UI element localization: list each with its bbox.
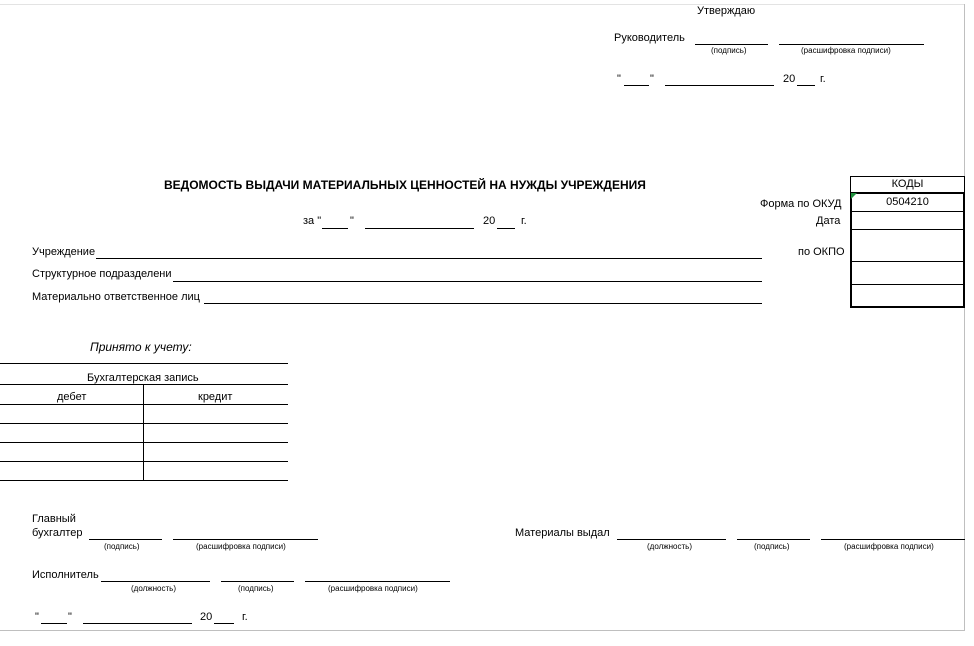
bottom-year-prefix: 20	[200, 611, 213, 623]
department-line	[173, 281, 762, 282]
bottom-day-line	[41, 623, 67, 624]
top-border	[0, 4, 965, 5]
accounting-top-line	[0, 363, 288, 364]
head-signature-line	[695, 44, 768, 45]
issued-position-hint: (должность)	[647, 542, 692, 551]
issued-decoding-hint: (расшифровка подписи)	[844, 542, 934, 551]
issued-position-line	[617, 539, 726, 540]
accounting-row-line-2	[0, 442, 288, 443]
responsible-label: Материально ответственное лиц	[32, 291, 200, 303]
head-decoding-hint: (расшифровка подписи)	[801, 46, 891, 55]
codes-date-cell	[852, 212, 963, 230]
bottom-quote-open: "	[35, 611, 39, 623]
approval-quote-close: "	[650, 73, 654, 85]
cell-comment-marker	[851, 193, 857, 199]
accepted-label: Принято к учету:	[90, 340, 192, 354]
chief-signature-hint: (подпись)	[104, 542, 140, 551]
approval-year-suffix: г.	[820, 73, 826, 85]
accounting-header-line	[0, 404, 288, 405]
issued-signature-hint: (подпись)	[754, 542, 790, 551]
accounting-entry-line	[0, 384, 288, 385]
accounting-column-divider	[143, 385, 144, 480]
approval-year-prefix: 20	[783, 73, 796, 85]
bottom-month-line	[83, 623, 192, 624]
codes-okpo-cell	[852, 230, 963, 262]
period-year-suffix: г.	[521, 215, 527, 227]
document-title: ВЕДОМОСТЬ ВЫДАЧИ МАТЕРИАЛЬНЫХ ЦЕННОСТЕЙ НА НУЖДЫ УЧРЕЖДЕНИЯ	[164, 178, 646, 192]
responsible-line	[204, 303, 762, 304]
executor-decoding-line	[305, 581, 450, 582]
head-decoding-line	[779, 44, 924, 45]
approval-year-line	[797, 85, 815, 86]
accounting-entry-label: Бухгалтерская запись	[87, 372, 199, 384]
form-okud-label: Форма по ОКУД	[760, 198, 842, 210]
chief-accountant-line2: бухгалтер	[32, 527, 83, 539]
period-year-line	[497, 228, 515, 229]
chief-decoding-hint: (расшифровка подписи)	[196, 542, 286, 551]
executor-decoding-hint: (расшифровка подписи)	[328, 584, 418, 593]
okpo-label: по ОКПО	[798, 246, 845, 258]
approval-day-line	[624, 85, 649, 86]
department-label: Структурное подразделени	[32, 268, 172, 280]
debit-label: дебет	[57, 391, 87, 403]
bottom-quote-close: "	[68, 611, 72, 623]
bottom-year-line	[214, 623, 234, 624]
issued-signature-line	[737, 539, 810, 540]
right-border	[964, 4, 965, 630]
approval-quote-open: "	[617, 73, 621, 85]
accounting-bottom-line	[0, 480, 288, 481]
accounting-row-line-1	[0, 423, 288, 424]
credit-label: кредит	[198, 391, 233, 403]
codes-okud-cell: 0504210	[852, 194, 963, 212]
period-year-prefix: 20	[483, 215, 496, 227]
head-label: Руководитель	[614, 32, 685, 44]
codes-header: КОДЫ	[850, 176, 965, 192]
codes-body	[850, 192, 965, 308]
chief-decoding-line	[173, 539, 318, 540]
period-month-line	[365, 228, 474, 229]
issued-label: Материалы выдал	[515, 527, 610, 539]
executor-signature-line	[221, 581, 294, 582]
executor-position-hint: (должность)	[131, 584, 176, 593]
codes-table	[850, 176, 965, 308]
approve-label: Утверждаю	[697, 5, 756, 17]
institution-label: Учреждение	[32, 246, 96, 258]
executor-position-line	[101, 581, 210, 582]
chief-signature-line	[89, 539, 162, 540]
executor-label: Исполнитель	[32, 569, 99, 581]
period-day-line	[322, 228, 348, 229]
chief-accountant-line1: Главный	[32, 513, 76, 525]
period-quote-close: "	[350, 215, 354, 227]
bottom-border	[0, 630, 965, 631]
accounting-row-line-3	[0, 461, 288, 462]
approval-month-line	[665, 85, 774, 86]
period-za-label: за "	[303, 215, 322, 227]
issued-decoding-line	[821, 539, 965, 540]
institution-line	[96, 258, 762, 259]
bottom-year-suffix: г.	[242, 611, 248, 623]
date-label: Дата	[816, 215, 841, 227]
codes-extra-cell-1	[852, 262, 963, 285]
head-signature-hint: (подпись)	[711, 46, 747, 55]
executor-signature-hint: (подпись)	[238, 584, 274, 593]
